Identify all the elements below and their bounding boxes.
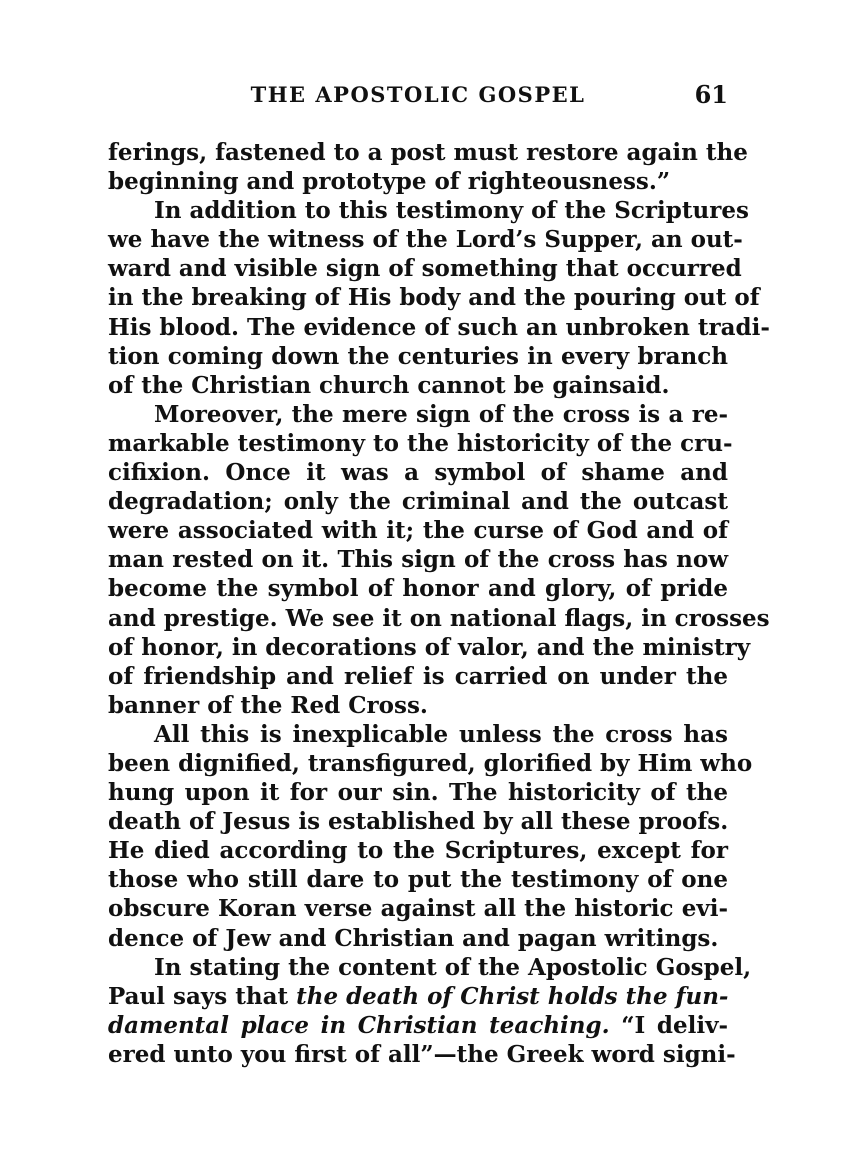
text-line: been dignified, transfigured, glorified by Him who bbox=[108, 749, 753, 777]
text-line bbox=[108, 1011, 728, 1040]
text-line: of friendship and relief is carried on under the bbox=[108, 662, 728, 690]
text-line: hung upon it for our sin. The historicity of the bbox=[108, 779, 728, 807]
text-line: man rested on it. This sign of the cross has now bbox=[108, 546, 728, 574]
text-line: All this is inexplicable unless the cross has bbox=[154, 720, 728, 748]
text-line: banner of the Red Cross. bbox=[108, 691, 428, 719]
text-span: Paul says that bbox=[108, 982, 297, 1010]
text-line: ered unto you first of all”—the Greek word signi- bbox=[108, 1040, 736, 1068]
page-number: 61 bbox=[694, 80, 728, 109]
text-line: ward and visible sign of something that occurred bbox=[108, 255, 742, 283]
text-line: in the breaking of His body and the pouring out of bbox=[108, 284, 760, 312]
text-line: beginning and prototype of righteousness.” bbox=[108, 168, 671, 196]
text-line: Moreover, the mere sign of the cross is a re- bbox=[154, 400, 728, 428]
text-line: of the Christian church cannot be gainsaid. bbox=[108, 371, 670, 399]
text-line: become the symbol of honor and glory, of pride bbox=[108, 575, 728, 603]
text-line: obscure Koran verse against all the historic evi- bbox=[108, 895, 728, 923]
text-line: death of Jesus is established by all these proofs. bbox=[108, 808, 729, 836]
text-line: His blood. The evidence of such an unbroken tradi- bbox=[108, 313, 770, 341]
text-line: degradation; only the criminal and the outcast bbox=[108, 488, 728, 516]
running-head bbox=[108, 80, 728, 114]
text-line: ferings, fastened to a post must restore again the bbox=[108, 139, 748, 166]
text-line: cifixion. Once it was a symbol of shame and bbox=[108, 459, 728, 487]
text-span: “I deliv- bbox=[609, 1011, 728, 1039]
text-line: and prestige. We see it on national flags, in crosses bbox=[108, 604, 770, 632]
text-line: those who still dare to put the testimony of one bbox=[108, 866, 728, 894]
text-line: markable testimony to the historicity of the cru- bbox=[108, 429, 733, 457]
text-line: tion coming down the centuries in every branch bbox=[108, 342, 728, 370]
text-line: In stating the content of the Apostolic Gospel, bbox=[154, 953, 752, 981]
body-text bbox=[108, 138, 770, 1069]
italic-text: damental place in Christian teaching. bbox=[108, 1011, 610, 1039]
text-line: we have the witness of the Lord’s Supper, an out- bbox=[108, 226, 743, 254]
text-line: of honor, in decorations of valor, and the ministry bbox=[108, 633, 751, 661]
text-line: were associated with it; the curse of God and of bbox=[108, 517, 728, 545]
text-line: dence of Jew and Christian and pagan writings. bbox=[108, 924, 719, 952]
text-line: He died according to the Scriptures, except for bbox=[108, 837, 728, 865]
running-title: THE APOSTOLIC GOSPEL bbox=[250, 82, 586, 107]
italic-text: the death of Christ holds the fun- bbox=[296, 982, 729, 1010]
text-line: In addition to this testimony of the Scriptures bbox=[154, 197, 749, 225]
text-line bbox=[108, 982, 728, 1011]
